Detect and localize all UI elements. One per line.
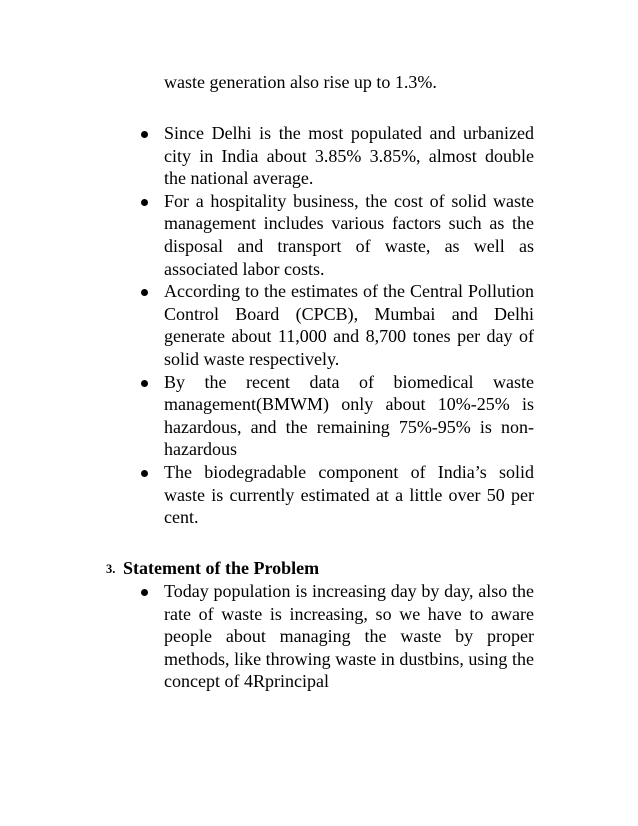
bullet-text: By the recent data of biomedical waste management(BMWM) only about 10%-25% is hazardous, and the remaining 75%-95% is non-hazardous <box>164 371 534 460</box>
bullet-icon <box>141 589 148 596</box>
problem-bullet-list <box>138 580 534 693</box>
bullet-text: According to the estimates of the Central Pollution Control Board (CPCB), Mumbai and Delhi generate about 11,000 and 8,700 tones per day of solid waste respectively. <box>164 281 534 369</box>
bullet-text: Today population is increasing day by day, also the rate of waste is increasing, so we have to aware people about managing the waste by proper methods, like throwing waste in dustbins, using the concept of 4Rprincipal <box>164 581 534 692</box>
section-number: 3. <box>106 562 116 576</box>
section-heading <box>106 557 319 581</box>
continuation-paragraph: waste generation also rise up to 1.3%. <box>164 72 437 92</box>
bullet-text: Since Delhi is the most populated and urbanized city in India about 3.85% 3.85%, almost double the national average. <box>164 123 534 189</box>
bullet-icon <box>141 470 148 477</box>
bullet-icon <box>141 380 148 387</box>
bullet-icon <box>141 199 148 206</box>
list-item <box>138 371 534 461</box>
facts-bullet-list <box>138 122 534 529</box>
list-item <box>138 190 534 280</box>
list-item <box>138 580 534 693</box>
list-item <box>138 122 534 190</box>
bullet-text: The biodegradable component of India’s solid waste is currently estimated at a little over 50 per cent. <box>164 461 534 528</box>
bullet-icon <box>141 289 148 296</box>
list-item <box>138 461 534 529</box>
bullet-icon <box>141 131 148 138</box>
bullet-text: For a hospitality business, the cost of solid waste management includes various factors such as the disposal and transport of waste, as well as associated labor costs. <box>164 190 534 279</box>
list-item <box>138 280 534 370</box>
section-title: Statement of the Problem <box>123 558 320 578</box>
